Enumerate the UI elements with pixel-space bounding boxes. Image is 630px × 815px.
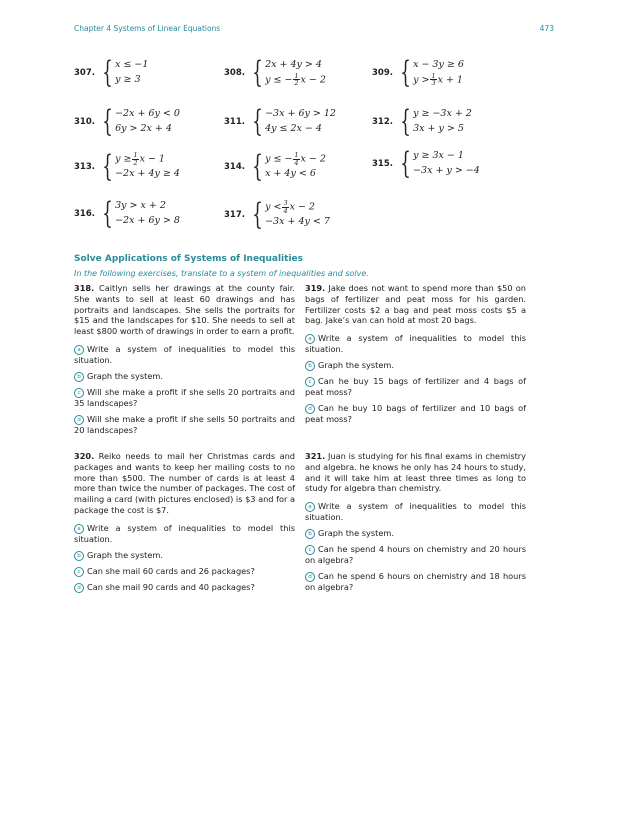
equation: y ≥ 3x − 1 <box>413 150 464 162</box>
part-text: Write a system of inequalities to model this situation. <box>74 522 295 544</box>
brace-icon: { <box>102 104 113 139</box>
part-text: Graph the system. <box>318 360 394 371</box>
equation-part: x − 2 <box>300 153 326 165</box>
equation: 3x + y > 5 <box>413 123 464 134</box>
exercise-307 <box>74 55 149 90</box>
exercise-321 <box>305 451 526 598</box>
equation-part: y ≥ <box>115 153 132 165</box>
equation: −3x + 4y < 7 <box>265 216 330 228</box>
exercise-318 <box>74 283 295 441</box>
equation: −3x + 6y > 12 <box>265 108 336 120</box>
part-text: Can he spend 6 hours on chemistry and 18 hours on algebra? <box>305 570 526 592</box>
label-d-icon: d <box>305 572 315 582</box>
part-d <box>74 582 295 593</box>
fraction <box>293 73 299 87</box>
equation: x + 4y < 6 <box>265 168 316 180</box>
part-c <box>305 376 526 398</box>
denominator: 2 <box>133 158 138 167</box>
label-a-icon: a <box>74 524 84 534</box>
label-c-icon: c <box>305 377 315 387</box>
label-a-icon: a <box>305 502 315 512</box>
exercise-308 <box>224 55 326 90</box>
label-b-icon: b <box>74 372 84 382</box>
exercise-313 <box>74 149 180 184</box>
part-text: Will she make a profit if she sells 20 portraits and 35 landscapes? <box>74 386 295 408</box>
exercise-319 <box>305 283 526 430</box>
equation: 4y ≤ 2x − 4 <box>265 123 322 134</box>
part-a <box>305 501 526 523</box>
part-text: Can he buy 10 bags of fertilizer and 10 bags of peat moss? <box>305 402 526 424</box>
equation: y ≥ 3 <box>115 74 141 85</box>
label-a-icon: a <box>305 334 315 344</box>
part-text: Write a system of inequalities to model this situation. <box>305 333 526 355</box>
label-d-icon: d <box>74 415 84 425</box>
numerator: 3 <box>283 199 288 208</box>
equation: −2x + 6y > 8 <box>115 215 180 226</box>
exercise-number: 316. <box>74 209 95 219</box>
part-text: Will she make a profit if she sells 50 portraits and 20 landscapes? <box>74 413 295 435</box>
brace-icon: { <box>400 146 411 181</box>
equation-part: y ≤ − <box>265 74 293 86</box>
label-b-icon: b <box>305 361 315 371</box>
equation-part: y < <box>265 201 282 213</box>
page-number: 473 <box>539 24 554 33</box>
part-d <box>74 414 295 436</box>
exercise-number: 319. <box>305 283 326 293</box>
label-d-icon: d <box>305 404 315 414</box>
label-d-icon: d <box>74 583 84 593</box>
exercise-314 <box>224 149 326 184</box>
exercise-315 <box>372 146 480 181</box>
brace-icon: { <box>400 104 411 139</box>
denominator: 4 <box>283 206 288 215</box>
part-b <box>305 528 526 539</box>
part-c <box>74 566 295 577</box>
section-title: Solve Applications of Systems of Inequalities <box>74 254 303 264</box>
fraction <box>132 152 138 166</box>
part-a <box>305 333 526 355</box>
label-b-icon: b <box>305 529 315 539</box>
problem-text: Caitlyn sells her drawings at the county fair. She wants to sell at least 60 drawings and has portraits and landscapes. She sells the portraits for $15 and the landscapes for $10. She needs to sell at least $800 worth of drawings in order to earn a profit. <box>74 283 295 337</box>
exercise-316 <box>74 196 180 231</box>
equation: y ≥ −3x + 2 <box>413 108 472 120</box>
label-a-icon: a <box>74 345 84 355</box>
part-a <box>74 344 295 366</box>
part-c <box>74 387 295 409</box>
equation: 2x + 4y > 4 <box>265 59 322 71</box>
numerator: 1 <box>294 151 299 160</box>
exercise-number: 318. <box>74 283 95 293</box>
equation <box>265 200 330 215</box>
problem-text: Jake does not want to spend more than $50 on bags of fertilizer and peat moss for his garden. Fertilizer costs $2 a bag and peat moss costs $5 a bag. Jake’s van can hold at most 20 bags. <box>305 283 526 326</box>
equation-part: x − 1 <box>139 153 165 165</box>
exercise-number: 313. <box>74 162 95 172</box>
part-text: Can she mail 90 cards and 40 packages? <box>87 581 255 592</box>
part-text: Graph the system. <box>87 549 163 560</box>
part-text: Can he buy 15 bags of fertilizer and 4 bags of peat moss? <box>305 376 526 398</box>
brace-icon: { <box>252 149 263 184</box>
part-b <box>74 371 295 382</box>
equation <box>265 73 326 88</box>
equation-part: x − 2 <box>289 201 315 213</box>
exercise-number: 311. <box>224 117 245 127</box>
exercise-number: 317. <box>224 210 245 220</box>
part-a <box>74 523 295 545</box>
numerator: 1 <box>294 71 299 80</box>
brace-icon: { <box>102 149 113 184</box>
brace-icon: { <box>102 55 113 90</box>
exercise-number: 321. <box>305 451 326 461</box>
equation <box>413 73 464 88</box>
equation: −2x + 4y ≥ 4 <box>115 168 180 180</box>
part-text: Graph the system. <box>318 528 394 539</box>
equation: −2x + 6y < 0 <box>115 108 180 120</box>
exercise-number: 314. <box>224 162 245 172</box>
label-c-icon: c <box>74 567 84 577</box>
exercise-309 <box>372 55 464 90</box>
brace-icon: { <box>400 55 411 90</box>
label-c-icon: c <box>74 388 84 398</box>
part-text: Write a system of inequalities to model this situation. <box>305 501 526 523</box>
part-text: Write a system of inequalities to model this situation. <box>74 344 295 366</box>
exercise-number: 320. <box>74 451 95 461</box>
equation-part: x − 2 <box>300 74 326 86</box>
equation <box>115 152 180 167</box>
part-b <box>305 360 526 371</box>
exercise-number: 307. <box>74 68 95 78</box>
brace-icon: { <box>252 104 263 139</box>
problem-text: Reiko needs to mail her Christmas cards and packages and wants to keep her mailing costs to no more than $500. The number of cards is at least 4 more than twice the number of packages. The cost of mailing a card (with pictures enclosed) is $3 and for a package the cost is $7. <box>74 451 295 516</box>
exercise-310 <box>74 104 180 139</box>
exercise-number: 310. <box>74 117 95 127</box>
exercise-311 <box>224 104 336 139</box>
part-text: Can she mail 60 cards and 26 packages? <box>87 565 255 576</box>
equation: −3x + y > −4 <box>413 165 480 176</box>
brace-icon: { <box>252 55 263 90</box>
fraction <box>282 200 288 214</box>
equation-part: y > <box>413 74 430 86</box>
part-text: Can he spend 4 hours on chemistry and 20 hours on algebra? <box>305 544 526 566</box>
fraction <box>430 73 436 87</box>
part-d <box>305 571 526 593</box>
equation: 3y > x + 2 <box>115 200 166 212</box>
exercise-number: 315. <box>372 159 393 169</box>
exercise-number: 312. <box>372 117 393 127</box>
numerator: 1 <box>431 71 436 80</box>
label-c-icon: c <box>305 545 315 555</box>
section-subtitle: In the following exercises, translate to a system of inequalities and solve. <box>74 269 369 278</box>
denominator: 4 <box>294 158 299 167</box>
numerator: 1 <box>133 151 138 160</box>
part-d <box>305 403 526 425</box>
brace-icon: { <box>252 197 263 232</box>
denominator: 2 <box>294 79 299 88</box>
fraction <box>293 152 299 166</box>
equation-part: x + 1 <box>437 74 463 86</box>
exercise-312 <box>372 104 472 139</box>
brace-icon: { <box>102 196 113 231</box>
equation: x − 3y ≥ 6 <box>413 59 464 71</box>
chapter-header: Chapter 4 Systems of Linear Equations <box>74 24 221 33</box>
equation <box>265 152 326 167</box>
equation: x ≤ −1 <box>115 59 149 71</box>
exercise-320 <box>74 451 295 598</box>
part-b <box>74 550 295 561</box>
equation: 6y > 2x + 4 <box>115 123 172 134</box>
label-b-icon: b <box>74 551 84 561</box>
exercise-number: 309. <box>372 68 393 78</box>
exercise-number: 308. <box>224 68 245 78</box>
part-c <box>305 544 526 566</box>
denominator: 3 <box>431 79 436 88</box>
part-text: Graph the system. <box>87 370 163 381</box>
exercise-317 <box>224 197 330 232</box>
problem-text: Juan is studying for his final exams in chemistry and algebra. he knows he only has 24 hours to study, and it will take him at least three times as long to study for algebra than chemistry. <box>305 451 527 494</box>
equation-part: y ≤ − <box>265 153 293 165</box>
